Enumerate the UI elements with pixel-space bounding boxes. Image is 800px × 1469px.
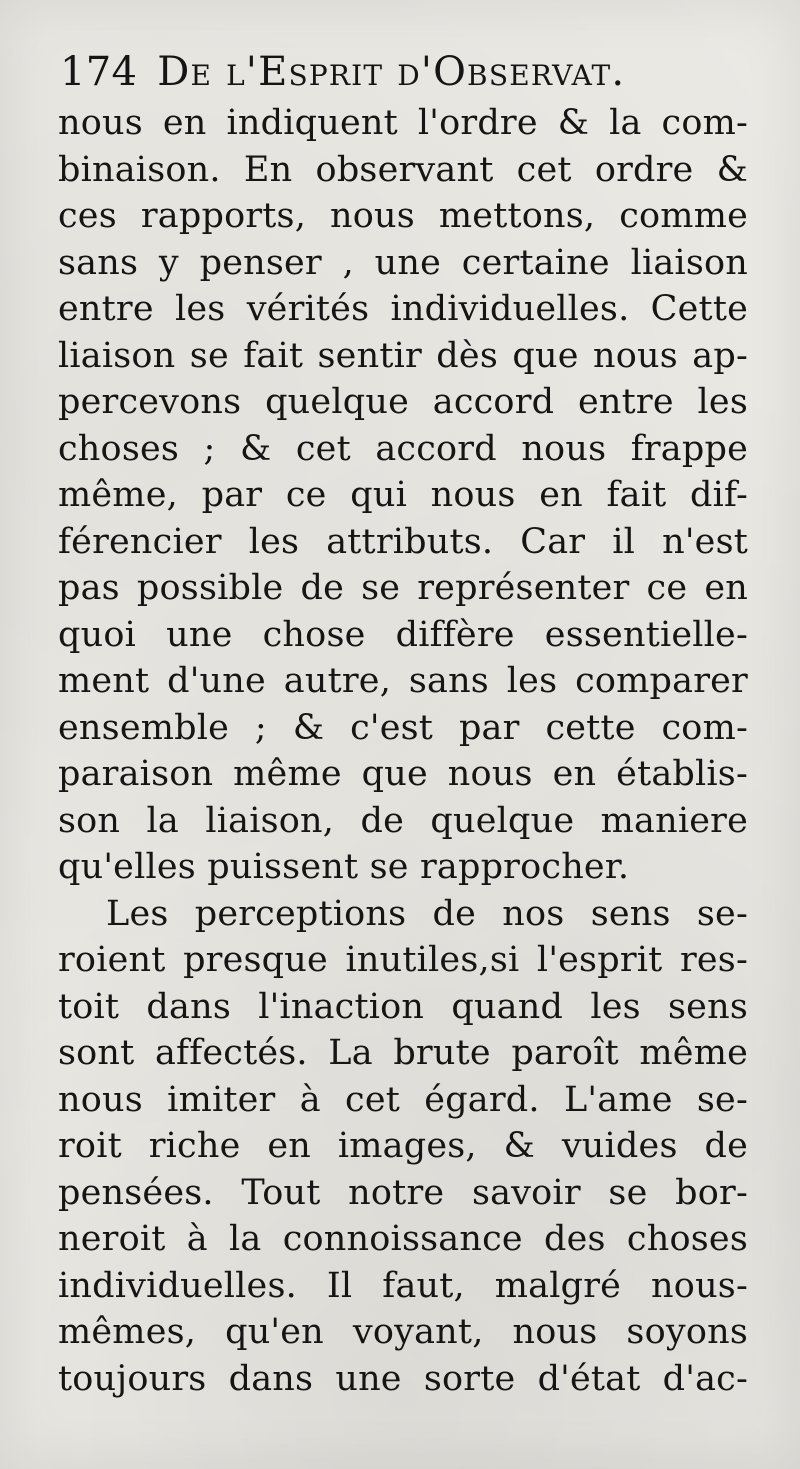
text-line: pensées. Tout notre savoir se bor-	[58, 1172, 748, 1213]
text-line: pas possible de se représenter ce en	[58, 568, 748, 608]
text-line: roient presque inutiles,si l'esprit res-	[58, 940, 748, 980]
text-line: quoi une chose diffère essentielle-	[58, 614, 748, 655]
page-number: 174	[60, 49, 138, 95]
text-line: même, par ce qui nous en fait dif-	[58, 475, 748, 515]
page-header	[60, 46, 760, 98]
text-line: roit riche en images, & vuides de	[58, 1126, 748, 1166]
text-line: sans y penser , une certaine liaison	[58, 242, 748, 283]
text-line: ces rapports, nous mettons, comme	[58, 196, 748, 236]
running-title: De l'Esprit d'Observat.	[157, 49, 626, 95]
text-line: férencier les attributs. Car il n'est	[58, 521, 748, 562]
text-line: nous en indiquent l'ordre & la com-	[58, 103, 748, 143]
text-line: percevons quelque accord entre les	[58, 382, 748, 422]
text-line: sont affectés. La brute paroît même	[58, 1033, 748, 1073]
text-line: toit dans l'inaction quand les sens	[58, 986, 748, 1027]
text-line: entre les vérités individuelles. Cette	[58, 289, 748, 329]
text-line: choses ; & cet accord nous frappe	[58, 428, 748, 469]
text-line: ment d'une autre, sans les comparer	[58, 661, 748, 701]
text-line: liaison se fait sentir dès que nous ap-	[58, 335, 748, 376]
text-line: nous imiter à cet égard. L'ame se-	[58, 1079, 748, 1120]
text-line: son la liaison, de quelque maniere	[58, 800, 748, 841]
text-line: neroit à la connoissance des choses	[58, 1219, 748, 1259]
body-text	[58, 100, 748, 1402]
text-line: toujours dans une sorte d'état d'ac-	[58, 1358, 748, 1399]
text-line: individuelles. Il faut, malgré nous-	[58, 1265, 748, 1306]
text-line: binaison. En observant cet ordre &	[58, 149, 748, 190]
text-line: ensemble ; & c'est par cette com-	[58, 707, 748, 748]
paragraph-start-line: Les perceptions de nos sens se-	[106, 893, 748, 934]
text-line: paraison même que nous en établis-	[58, 754, 748, 794]
text-line: mêmes, qu'en voyant, nous soyons	[58, 1312, 748, 1352]
paragraph-end-line: qu'elles puissent se rapprocher.	[58, 847, 630, 887]
